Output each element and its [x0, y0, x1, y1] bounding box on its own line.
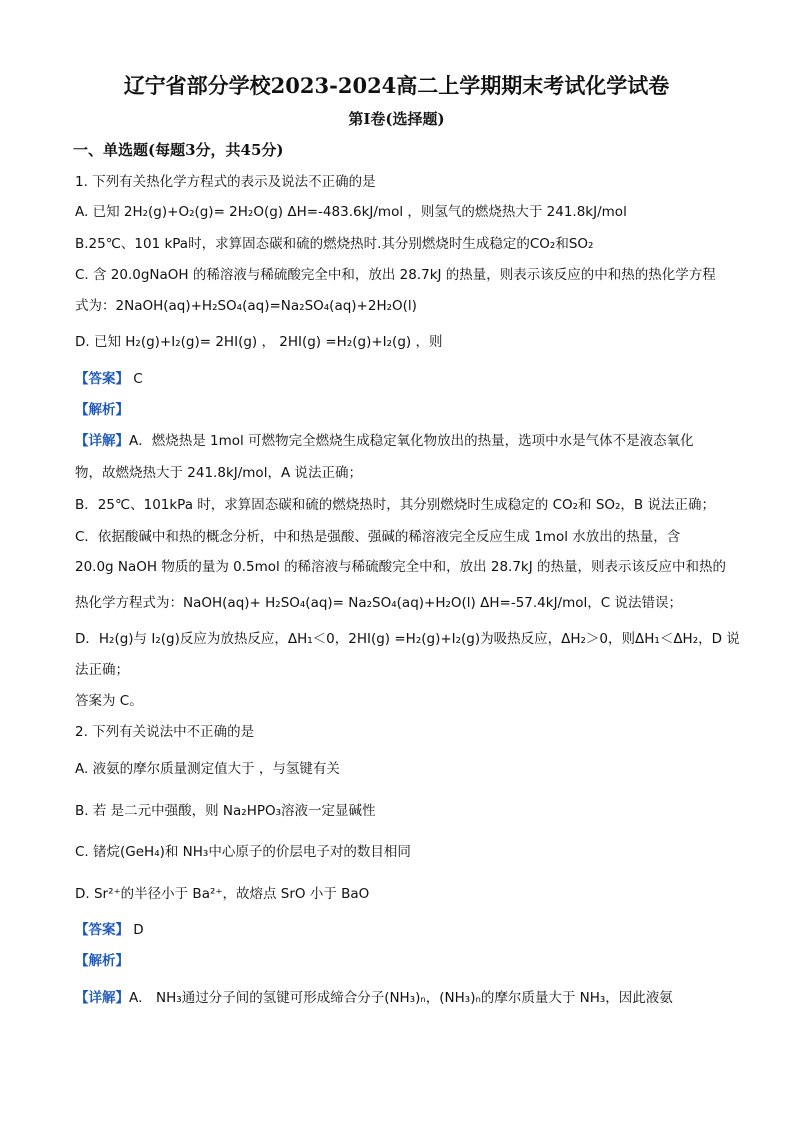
page-title: 辽宁省部分学校2023-2024高二上学期期末考试化学试卷 [123, 73, 670, 98]
detail-tag: 【详解】 [75, 433, 129, 449]
answer-tag: 【答案】 [75, 922, 129, 938]
q2-option-b: B. 若 是二元中强酸，则 Na₂HPO₃溶液一定显碱性 [75, 803, 376, 819]
q1-option-b: B.25℃、101 kPa时，求算固态碳和硫的燃烧热时.其分别燃烧时生成稳定的CO₂和SO₂ [75, 236, 594, 252]
q1-detail-line6: 热化学方程式为：NaOH(aq)+ H₂SO₄(aq)= Na₂SO₄(aq)+H₂O(l) ΔH=-57.4kJ/mol，C 说法错误； [75, 595, 682, 611]
q1-option-c-line1: C. 含 20.0gNaOH 的稀溶液与稀硫酸完全中和，放出 28.7kJ 的热量，则表示该反应的中和热的热化学方程 [75, 267, 716, 283]
q1-detail-line5: 20.0g NaOH 物质的量为 0.5mol 的稀溶液与稀硫酸完全中和，放出 28.7kJ 的热量，则表示该反应中和热的 [75, 559, 727, 575]
section-heading: 一、单选题(每题3分，共45分) [73, 141, 284, 159]
q1-conclusion: 答案为 C。 [75, 693, 143, 709]
q2-option-a: A. 液氨的摩尔质量测定值大于 ，与氢键有关 [75, 761, 340, 777]
q1-detail-line1 [75, 432, 694, 450]
detail-text: A． NH₃通过分子间的氢键可形成缔合分子(NH₃)ₙ，(NH₃)ₙ的摩尔质量大于 NH₃，因此液氨 [129, 990, 673, 1006]
answer-value: D [133, 922, 144, 938]
q1-option-a: A. 已知 2H₂(g)+O₂(g)= 2H₂O(g) ΔH=-483.6kJ/mol ，则氢气的燃烧热大于 241.8kJ/mol [75, 204, 627, 220]
analysis-tag: 【解析】 [75, 402, 129, 418]
q1-detail-line2: 物，故燃烧热大于 241.8kJ/mol，A 说法正确； [75, 465, 362, 481]
q1-detail-line7: D．H₂(g)与 I₂(g)反应为放热反应，ΔH₁＜0，2HI(g) =H₂(g)+I₂(g)为吸热反应，ΔH₂＞0，则ΔH₁＜ΔH₂，D 说 [75, 631, 740, 647]
q2-detail-line1 [75, 989, 673, 1007]
analysis-tag: 【解析】 [75, 953, 129, 969]
q1-detail-line8: 法正确； [75, 662, 129, 678]
q1-detail-line4: C．依据酸碱中和热的概念分析，中和热是强酸、强碱的稀溶液完全反应生成 1mol 水放出的热量，含 [75, 529, 681, 545]
q2-stem: 2. 下列有关说法中不正确的是 [75, 724, 255, 740]
detail-tag: 【详解】 [75, 990, 129, 1006]
q2-analysis [75, 952, 129, 970]
answer-tag: 【答案】 [75, 371, 129, 387]
q1-option-d: D. 已知 H₂(g)+I₂(g)= 2HI(g) ， 2HI(g) =H₂(g)+I₂(g) ，则 [75, 334, 443, 350]
q1-stem: 1. 下列有关热化学方程式的表示及说法不正确的是 [75, 174, 376, 190]
q1-option-c-line2: 式为：2NaOH(aq)+H₂SO₄(aq)=Na₂SO₄(aq)+2H₂O(l) [75, 298, 417, 314]
volume-heading: 第I卷(选择题) [348, 110, 445, 128]
q2-answer [75, 921, 144, 939]
q2-option-d: D. Sr²⁺的半径小于 Ba²⁺，故熔点 SrO 小于 BaO [75, 886, 370, 902]
q1-detail-line3: B．25℃、101kPa 时，求算固态碳和硫的燃烧热时，其分别燃烧时生成稳定的 CO₂和 SO₂，B 说法正确； [75, 497, 715, 513]
q2-option-c: C. 锗烷(GeH₄)和 NH₃中心原子的价层电子对的数目相同 [75, 844, 411, 860]
detail-text: A．燃烧热是 1mol 可燃物完全燃烧生成稳定氧化物放出的热量，选项中水是气体不是液态氧化 [129, 433, 694, 449]
q1-analysis [75, 401, 129, 419]
q1-answer [75, 370, 143, 388]
answer-value: C [133, 371, 143, 387]
